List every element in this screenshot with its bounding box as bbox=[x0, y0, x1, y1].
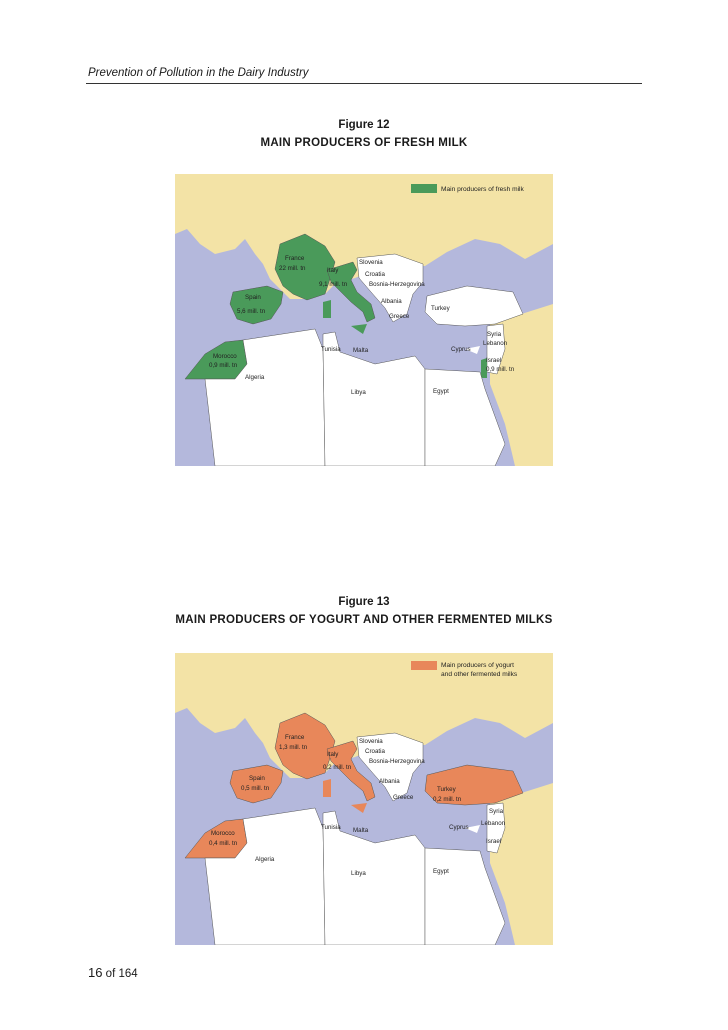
label-italy: Italy bbox=[327, 267, 339, 274]
label-malta: Malta bbox=[353, 347, 369, 354]
figure-13-number: Figure 13 bbox=[338, 596, 390, 608]
fresh-milk-map bbox=[175, 174, 553, 466]
label-spain: Spain bbox=[245, 294, 261, 301]
label-france: France bbox=[285, 734, 305, 741]
label-turkey: Turkey bbox=[437, 786, 456, 793]
label-italy: Italy bbox=[327, 751, 339, 758]
label-egypt: Egypt bbox=[433, 868, 449, 875]
figure-12-map bbox=[175, 174, 553, 466]
legend-label-line2: and other fermented milks bbox=[441, 671, 518, 678]
label-cyprus: Cyprus bbox=[451, 346, 471, 353]
label-slovenia: Slovenia bbox=[359, 259, 383, 266]
label-france-value: 1,3 mill. tn bbox=[279, 744, 308, 751]
label-morocco-value: 0,4 mill. tn bbox=[209, 840, 238, 847]
header-rule bbox=[86, 83, 642, 84]
label-turkey-value: 0,2 mill. tn bbox=[433, 796, 462, 803]
label-egypt: Egypt bbox=[433, 388, 449, 395]
sardinia-shape bbox=[323, 779, 331, 797]
legend-swatch bbox=[411, 184, 437, 193]
label-israel: Israel bbox=[486, 838, 502, 845]
label-croatia: Croatia bbox=[365, 748, 385, 755]
label-morocco: Morocco bbox=[211, 830, 235, 837]
label-israel: Israel bbox=[486, 357, 502, 364]
label-libya: Libya bbox=[351, 870, 366, 877]
label-morocco: Morocco bbox=[213, 353, 237, 360]
yogurt-map bbox=[175, 653, 553, 945]
label-algeria: Algeria bbox=[255, 856, 275, 863]
label-morocco-value: 0,9 mill. tn bbox=[209, 362, 238, 369]
label-greece: Greece bbox=[389, 313, 410, 320]
label-cyprus: Cyprus bbox=[449, 824, 469, 831]
label-albania: Albania bbox=[379, 778, 400, 785]
label-algeria: Algeria bbox=[245, 374, 265, 381]
label-lebanon: Lebanon bbox=[483, 340, 508, 347]
label-italy-value: 9,1 mill. tn bbox=[319, 281, 348, 288]
label-israel-value: 0,9 mill. tn bbox=[486, 366, 515, 373]
label-tunisia: Tunisia bbox=[321, 346, 341, 353]
label-slovenia: Slovenia bbox=[359, 738, 383, 745]
label-bosnia: Bosnia-Herzegovina bbox=[369, 758, 425, 765]
figure-12-number: Figure 12 bbox=[338, 119, 390, 131]
label-libya: Libya bbox=[351, 389, 366, 396]
label-syria: Syria bbox=[489, 808, 504, 815]
label-spain-value: 5,6 mill. tn bbox=[237, 308, 266, 315]
running-header: Prevention of Pollution in the Dairy Industry bbox=[88, 67, 309, 79]
page-total: of 164 bbox=[105, 968, 138, 980]
legend-label-line1: Main producers of yogurt bbox=[441, 662, 514, 669]
label-malta: Malta bbox=[353, 827, 369, 834]
label-tunisia: Tunisia bbox=[321, 824, 341, 831]
label-greece: Greece bbox=[393, 794, 414, 801]
label-albania: Albania bbox=[381, 298, 402, 305]
label-france-value: 22 mill. tn bbox=[279, 265, 306, 272]
label-spain-value: 0,5 mill. tn bbox=[241, 785, 270, 792]
label-bosnia: Bosnia-Herzegovina bbox=[369, 281, 425, 288]
label-turkey: Turkey bbox=[431, 305, 450, 312]
label-lebanon: Lebanon bbox=[481, 820, 506, 827]
label-spain: Spain bbox=[249, 775, 265, 782]
page-footer bbox=[88, 965, 138, 980]
legend-swatch bbox=[411, 661, 437, 670]
page-number: 16 bbox=[88, 965, 103, 980]
sardinia-shape bbox=[323, 300, 331, 318]
label-syria: Syria bbox=[487, 331, 502, 338]
figure-12-title: MAIN PRODUCERS OF FRESH MILK bbox=[260, 137, 468, 149]
label-france: France bbox=[285, 255, 305, 262]
figure-13-map bbox=[175, 653, 553, 945]
label-italy-value: 0,2 mill. tn bbox=[323, 764, 352, 771]
label-croatia: Croatia bbox=[365, 271, 385, 278]
figure-13-title: MAIN PRODUCERS OF YOGURT AND OTHER FERMENTED MILKS bbox=[175, 614, 553, 626]
legend-label: Main producers of fresh milk bbox=[441, 186, 524, 193]
